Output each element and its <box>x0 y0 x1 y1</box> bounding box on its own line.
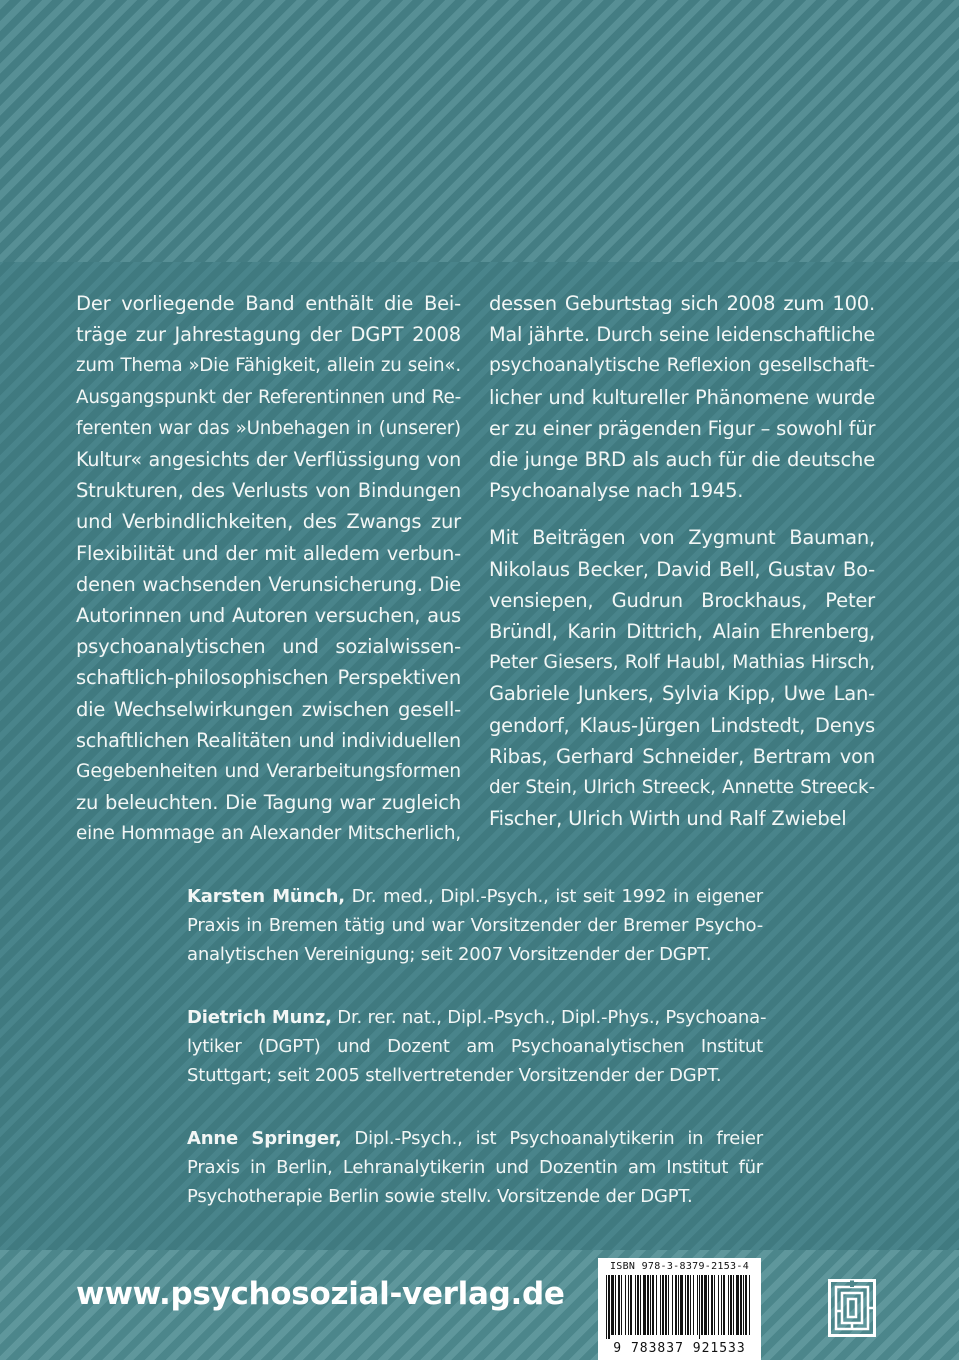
author-bio-text: Dipl.-Psych., ist Psychoanalytikerin in freier <box>341 1128 764 1149</box>
publisher-website-link[interactable]: www.psychosozial-verlag.de <box>76 1276 565 1312</box>
author-bio-line: lytiker (DGPT) und Dozent am Psychoanalytischen Institut <box>187 1036 763 1057</box>
isbn-barcode <box>598 1258 761 1360</box>
text-line: schaftlich-philosophischen Perspektiven <box>76 666 461 690</box>
text-line: der Stein, Ulrich Streeck, Annette Streeck- <box>489 777 875 799</box>
author-bio-springer <box>187 1124 763 1211</box>
text-line: Mit Beiträgen von Zygmunt Bauman, <box>489 526 875 550</box>
author-name: Karsten Münch, <box>187 886 345 907</box>
text-line: Nikolaus Becker, David Bell, Gustav Bo- <box>489 557 875 581</box>
author-bio-text: Dr. med., Dipl.-Psych., ist seit 1992 in eigener <box>344 886 763 907</box>
text-line: Strukturen, des Verlusts von Bindungen <box>76 479 461 503</box>
text-line: ferenten war das »Unbehagen in (unserer) <box>76 417 461 439</box>
text-line: schaftlichen Realitäten und individuellen <box>76 728 461 752</box>
text-line: zu beleuchten. Die Tagung war zugleich <box>76 791 461 815</box>
author-bio-line: Stuttgart; seit 2005 stellvertretender Vorsitzender der DGPT. <box>187 1065 722 1086</box>
text-line: und Verbindlichkeiten, des Zwangs zur <box>76 510 461 534</box>
text-line: Flexibilität und der mit alledem verbun- <box>76 541 461 565</box>
text-line: Autorinnen und Autoren versuchen, aus <box>76 604 461 628</box>
author-name: Dietrich Munz, <box>187 1007 332 1028</box>
text-line: zum Thema »Die Fähigkeit, allein zu sein«. <box>76 355 461 377</box>
text-line: Kultur« angesichts der Verflüssigung von <box>76 448 461 472</box>
text-line: eine Hommage an Alexander Mitscherlich, <box>76 823 461 845</box>
isbn-label: ISBN 978-3-8379-2153-4 <box>609 1261 750 1272</box>
top-stripe-band <box>0 0 959 262</box>
text-line: psychoanalytische Reflexion gesellschaft- <box>489 355 875 377</box>
text-line: vensiepen, Gudrun Brockhaus, Peter <box>489 588 875 612</box>
text-line: Fischer, Ulrich Wirth und Ralf Zwiebel <box>489 807 847 831</box>
text-line: träge zur Jahrestagung der DGPT 2008 <box>76 323 461 347</box>
barcode-icon <box>604 1275 755 1339</box>
author-bio-line: analytischen Vereinigung; seit 2007 Vorsitzender der DGPT. <box>187 944 712 965</box>
text-line: gendorf, Klaus-Jürgen Lindstedt, Denys <box>489 713 875 737</box>
text-line: Gabriele Junkers, Sylvia Kipp, Uwe Lan- <box>489 682 875 706</box>
author-bio-muench <box>187 882 763 969</box>
blurb-left-column <box>76 288 461 850</box>
author-bio-first-line <box>187 1124 763 1153</box>
text-line: denen wachsenden Verunsicherung. Die <box>76 572 461 596</box>
text-line: Bründl, Karin Dittrich, Alain Ehrenberg, <box>489 620 875 644</box>
author-bio-first-line <box>187 1003 767 1032</box>
text-line: die junge BRD als auch für die deutsche <box>489 448 875 472</box>
text-line: Mal jährte. Durch seine leidenschaftliche <box>489 323 875 347</box>
author-bio-line: Psychotherapie Berlin sowie stellv. Vorsitzende der DGPT. <box>187 1186 693 1207</box>
paragraph-gap <box>489 506 875 522</box>
author-bio-line: Praxis in Berlin, Lehranalytikerin und Dozentin am Institut für <box>187 1157 763 1178</box>
author-bio-text: Dr. rer. nat., Dipl.-Psych., Dipl.-Phys., Psychoana- <box>331 1007 767 1028</box>
author-bio-line: Praxis in Bremen tätig und war Vorsitzender der Bremer Psycho- <box>187 915 763 936</box>
text-line: licher und kultureller Phänomene wurde <box>489 385 875 409</box>
author-name: Anne Springer, <box>187 1128 342 1149</box>
text-line: die Wechselwirkungen zwischen gesell- <box>76 697 461 721</box>
text-line: Der vorliegende Band enthält die Bei- <box>76 292 461 315</box>
text-line: Peter Giesers, Rolf Haubl, Mathias Hirsch, <box>489 651 875 674</box>
text-line: Gegebenheiten und Verarbeitungsformen <box>76 761 461 783</box>
text-line: dessen Geburtstag sich 2008 zum 100. <box>489 292 875 315</box>
text-line: Ausgangspunkt der Referentinnen und Re- <box>76 386 461 408</box>
text-line: psychoanalytischen und sozialwissen- <box>76 635 461 659</box>
author-bio-first-line <box>187 882 763 911</box>
maze-logo-icon <box>828 1279 876 1337</box>
blurb-right-column <box>489 288 875 834</box>
barcode-number: 9 783837 921533 <box>613 1341 746 1356</box>
text-line: Psychoanalyse nach 1945. <box>489 479 744 503</box>
text-line: Ribas, Gerhard Schneider, Bertram von <box>489 744 875 768</box>
author-bio-munz <box>187 1003 767 1090</box>
text-line: er zu einer prägenden Figur – sowohl für <box>489 416 876 440</box>
